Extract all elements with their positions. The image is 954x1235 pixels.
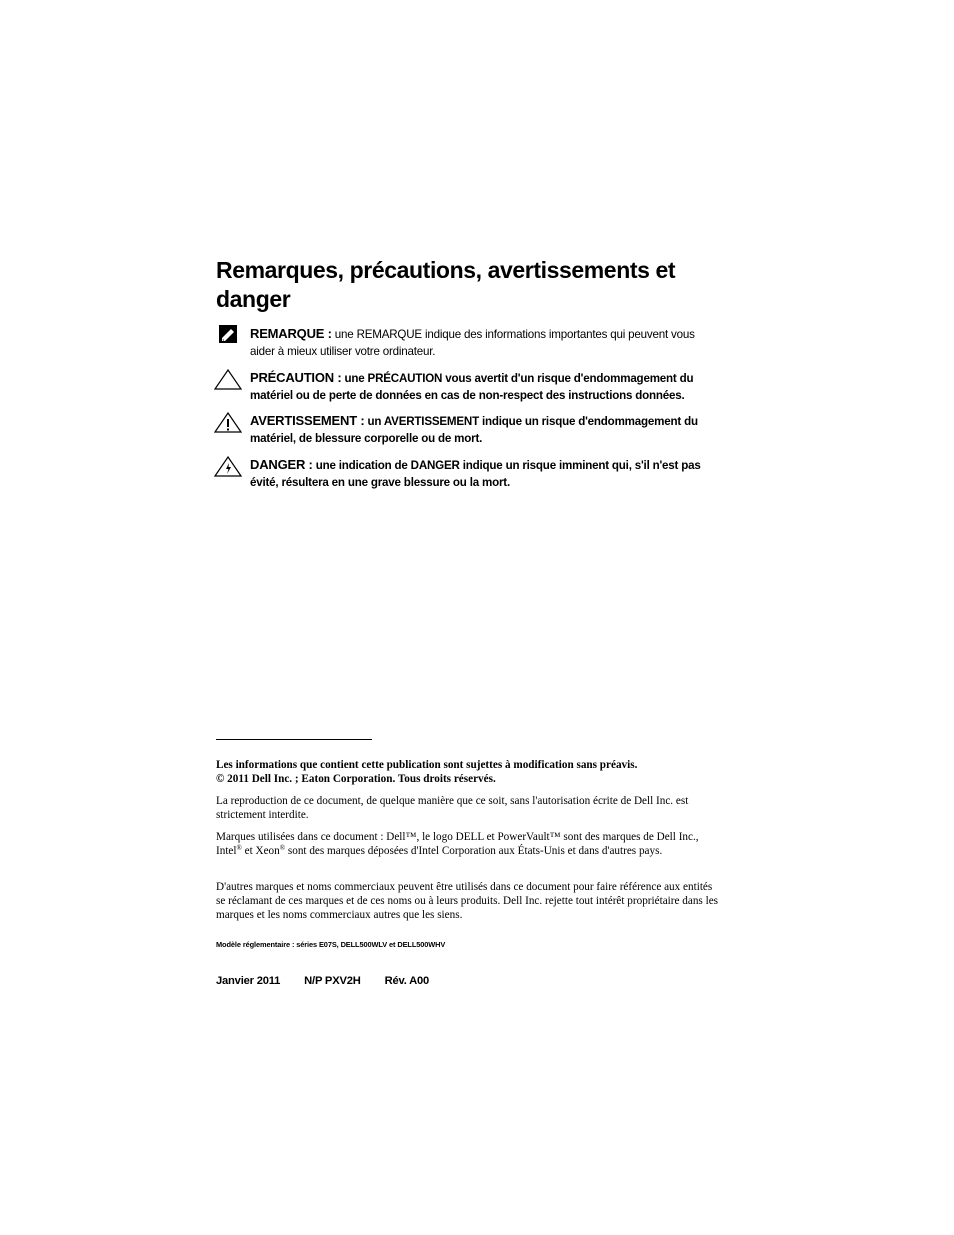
trademarks-text-a: Marques utilisées dans ce document : Dell™, le logo DELL et PowerVault™ sont des marques de Dell Inc., Intel [216,831,699,857]
danger-label: DANGER : [250,457,313,472]
copyright-line: © 2011 Dell Inc. ; Eaton Corporation. Tous droits réservés. [216,773,496,785]
registered-mark: ® [279,844,286,852]
caution-text: une PRÉCAUTION vous avertit d'un risque d'endommagement du matériel ou de perte de données en cas de non-respect des instructions données. [250,372,694,402]
trademarks-text-c: sont des marques déposées d'Intel Corporation aux États-Unis et dans d'autres pays. [285,845,663,857]
note-label: REMARQUE : [250,326,332,341]
warning-exclamation-icon [214,412,242,434]
publication-date: Janvier 2011 [216,975,281,987]
danger-notice [214,456,719,491]
danger-lightning-icon [214,456,242,478]
legal-notice-header [216,758,721,786]
part-number: N/P PXV2H [304,975,361,987]
footer-info [216,975,429,987]
note-notice [214,325,719,360]
warning-text: un AVERTISSEMENT indique un risque d'endommagement du matériel, de blessure corporelle ou de mort. [250,415,698,445]
revision: Rév. A00 [384,975,430,987]
reproduction-paragraph: La reproduction de ce document, de quelque manière que ce soit, sans l'autorisation écrite de Dell Inc. est strictement interdite. [216,795,689,821]
trademarks-paragraph [216,830,721,858]
caution-triangle-icon [214,369,242,391]
other-marks-paragraph: D'autres marques et noms commerciaux peuvent être utilisés dans ce document pour faire référence aux entités se réclamant de ces marques et de ces noms ou à leurs produits. Dell Inc. rejette tout intérêt propriétaire dans les marques et les noms commerciaux autres que les siens. [216,881,719,921]
warning-label: AVERTISSEMENT : [250,413,365,428]
regulatory-model: Modèle réglementaire : séries E07S, DELL500WLV et DELL500WHV [216,940,446,949]
footnote-divider [216,739,372,740]
note-text: une REMARQUE indique des informations importantes qui peuvent vous aider à mieux utiliser votre ordinateur. [250,328,695,358]
caution-label: PRÉCAUTION : [250,370,342,385]
page-title: Remarques, précautions, avertissements et danger [216,257,676,312]
warning-notice [214,412,719,447]
notice-modification-line: Les informations que contient cette publication sont sujettes à modification sans préavis. [216,759,638,771]
note-pencil-icon [214,325,242,347]
trademarks-text-b: et Xeon [241,845,280,857]
registered-mark: ® [236,844,242,852]
caution-notice [214,369,719,404]
danger-text: une indication de DANGER indique un risque imminent qui, s'il n'est pas évité, résultera en une grave blessure ou la mort. [250,459,701,489]
